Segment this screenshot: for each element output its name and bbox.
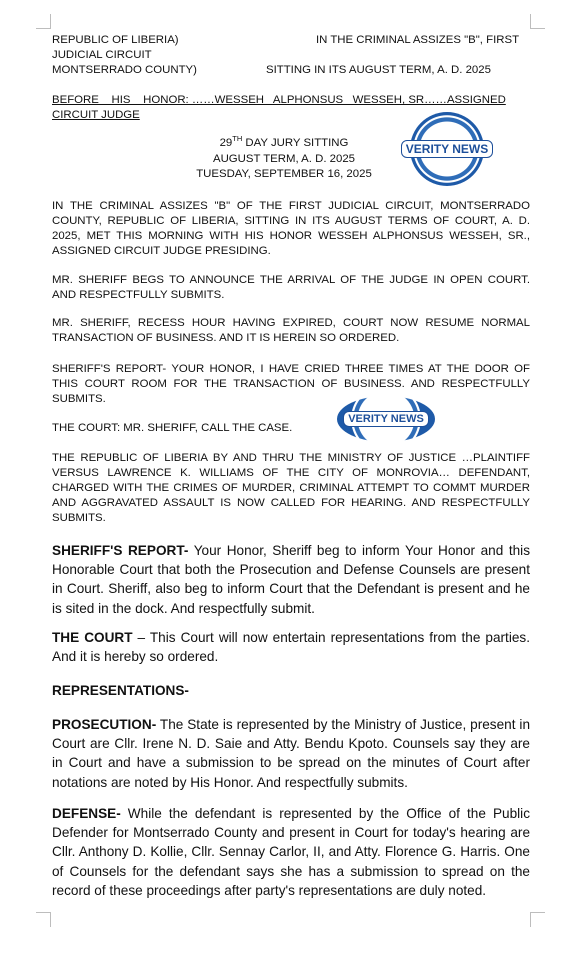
caption-right-line1: IN THE CRIMINAL ASSIZES "B", FIRST [316,34,520,46]
the-court-paragraph: THE COURT – This Court will now entertain representations from the parties. And it is hereby so ordered. [52,630,530,665]
stamp-text: VERITY NEWS [343,411,429,427]
page-corner-mark [530,14,545,29]
caption-left-line2: JUDICIAL CIRCUIT [52,49,152,61]
caption-left-line3: MONTSERRADO COUNTY) [52,64,197,76]
caption-right-line3: SITTING IN ITS AUGUST TERM, A. D. 2025 [266,64,491,76]
verity-news-stamp-icon [405,112,489,186]
verity-news-stamp-icon [337,396,435,442]
recess-paragraph: MR. SHERIFF, RECESS HOUR HAVING EXPIRED, COURT NOW RESUME NORMAL TRANSACTION OF BUSINESS. AND IT IS HEREIN SO ORDERED. [52,317,530,344]
opening-paragraph: IN THE CRIMINAL ASSIZES "B" OF THE FIRST JUDICIAL CIRCUIT, MONTSERRADO COUNTY, REPUBLIC OF LIBERIA, SITTING IN ITS AUGUST TERMS OF COURT, A. D. 2025, MET THIS MORNING WITH HIS HONOR WESSEH ALPHONSUS WESSEH, SR., ASSIGNED CIRCUIT JUDGE PRESIDING. [52,200,530,257]
sheriff-cried-paragraph: SHERIFF'S REPORT- YOUR HONOR, I HAVE CRIED THREE TIMES AT THE DOOR OF THIS COURT ROOM FOR THE TRANSACTION OF BUSINESS. AND RESPECTFULLY SUBMITS. [52,363,530,405]
the-court-label: THE COURT [52,630,133,645]
call-case-paragraph: THE COURT: MR. SHERIFF, CALL THE CASE. [52,422,293,434]
page-corner-mark [36,14,51,29]
prosecution-label: PROSECUTION- [52,717,157,732]
before-judge-line1: BEFORE HIS HONOR: ……WESSEH ALPHONSUS WESSEH, SR……ASSIGNED [52,94,506,106]
caption-left-line1: REPUBLIC OF LIBERIA) [52,34,179,46]
defense-label: DEFENSE- [52,806,121,821]
representations-heading: REPRESENTATIONS- [52,683,189,698]
stamp-text: VERITY NEWS [401,140,493,158]
sheriff-report-paragraph: SHERIFF'S REPORT- Your Honor, Sheriff beg to inform Your Honor and this Honorable Court that both the Prosecution and Defense Counsels are present in Court. Sheriff, also beg to inform Court that the Defendant is present and he is sited in the dock. And respectfully submit. [52,543,530,616]
page-corner-mark [530,912,545,927]
sitting-day-title: 29TH DAY JURY SITTING [219,134,349,149]
case-called-paragraph: THE REPUBLIC OF LIBERIA BY AND THRU THE MINISTRY OF JUSTICE …PLAINTIFF VERSUS LAWRENCE K. WILLIAMS OF THE CITY OF MONROVIA… DEFENDANT, CHARGED WITH THE CRIMES OF MURDER, CRIMINAL ATTEMPT TO COMMT MURDER AND AGGRAVATED ASSAULT IS NOW CALLED FOR HEARING. AND RESPECTFULLY SUBMITS. [52,452,530,524]
sheriff-report-label: SHERIFF'S REPORT- [52,543,189,558]
page-corner-mark [36,912,51,927]
before-judge-line2: CIRCUIT JUDGE [52,109,140,121]
sitting-date: TUESDAY, SEPTEMBER 16, 2025 [196,168,372,180]
defense-paragraph: DEFENSE- While the defendant is represented by the Office of the Public Defender for Montserrado County and present in Court for today's hearing are Cllr. Anthony D. Kollie, Cllr. Sennay Carlor, II, and Atty. Florence G. Harris. One of Counsels for the defendant says she has a submission to spread on the record of these proceedings after party's representations are duly noted. [52,806,530,898]
judge-arrival-paragraph: MR. SHERIFF BEGS TO ANNOUNCE THE ARRIVAL OF THE JUDGE IN OPEN COURT. AND RESPECTFULLY SUBMITS. [52,274,530,301]
sitting-term: AUGUST TERM, A. D. 2025 [212,153,355,165]
prosecution-paragraph: PROSECUTION- The State is represented by the Ministry of Justice, present in Court are Cllr. Irene N. D. Saie and Atty. Bendu Kpoto. Counsels say they are in Court and have a submission to be spread on the minutes of Court after notations are noted by His Honor. And respectfully submits. [52,717,530,790]
